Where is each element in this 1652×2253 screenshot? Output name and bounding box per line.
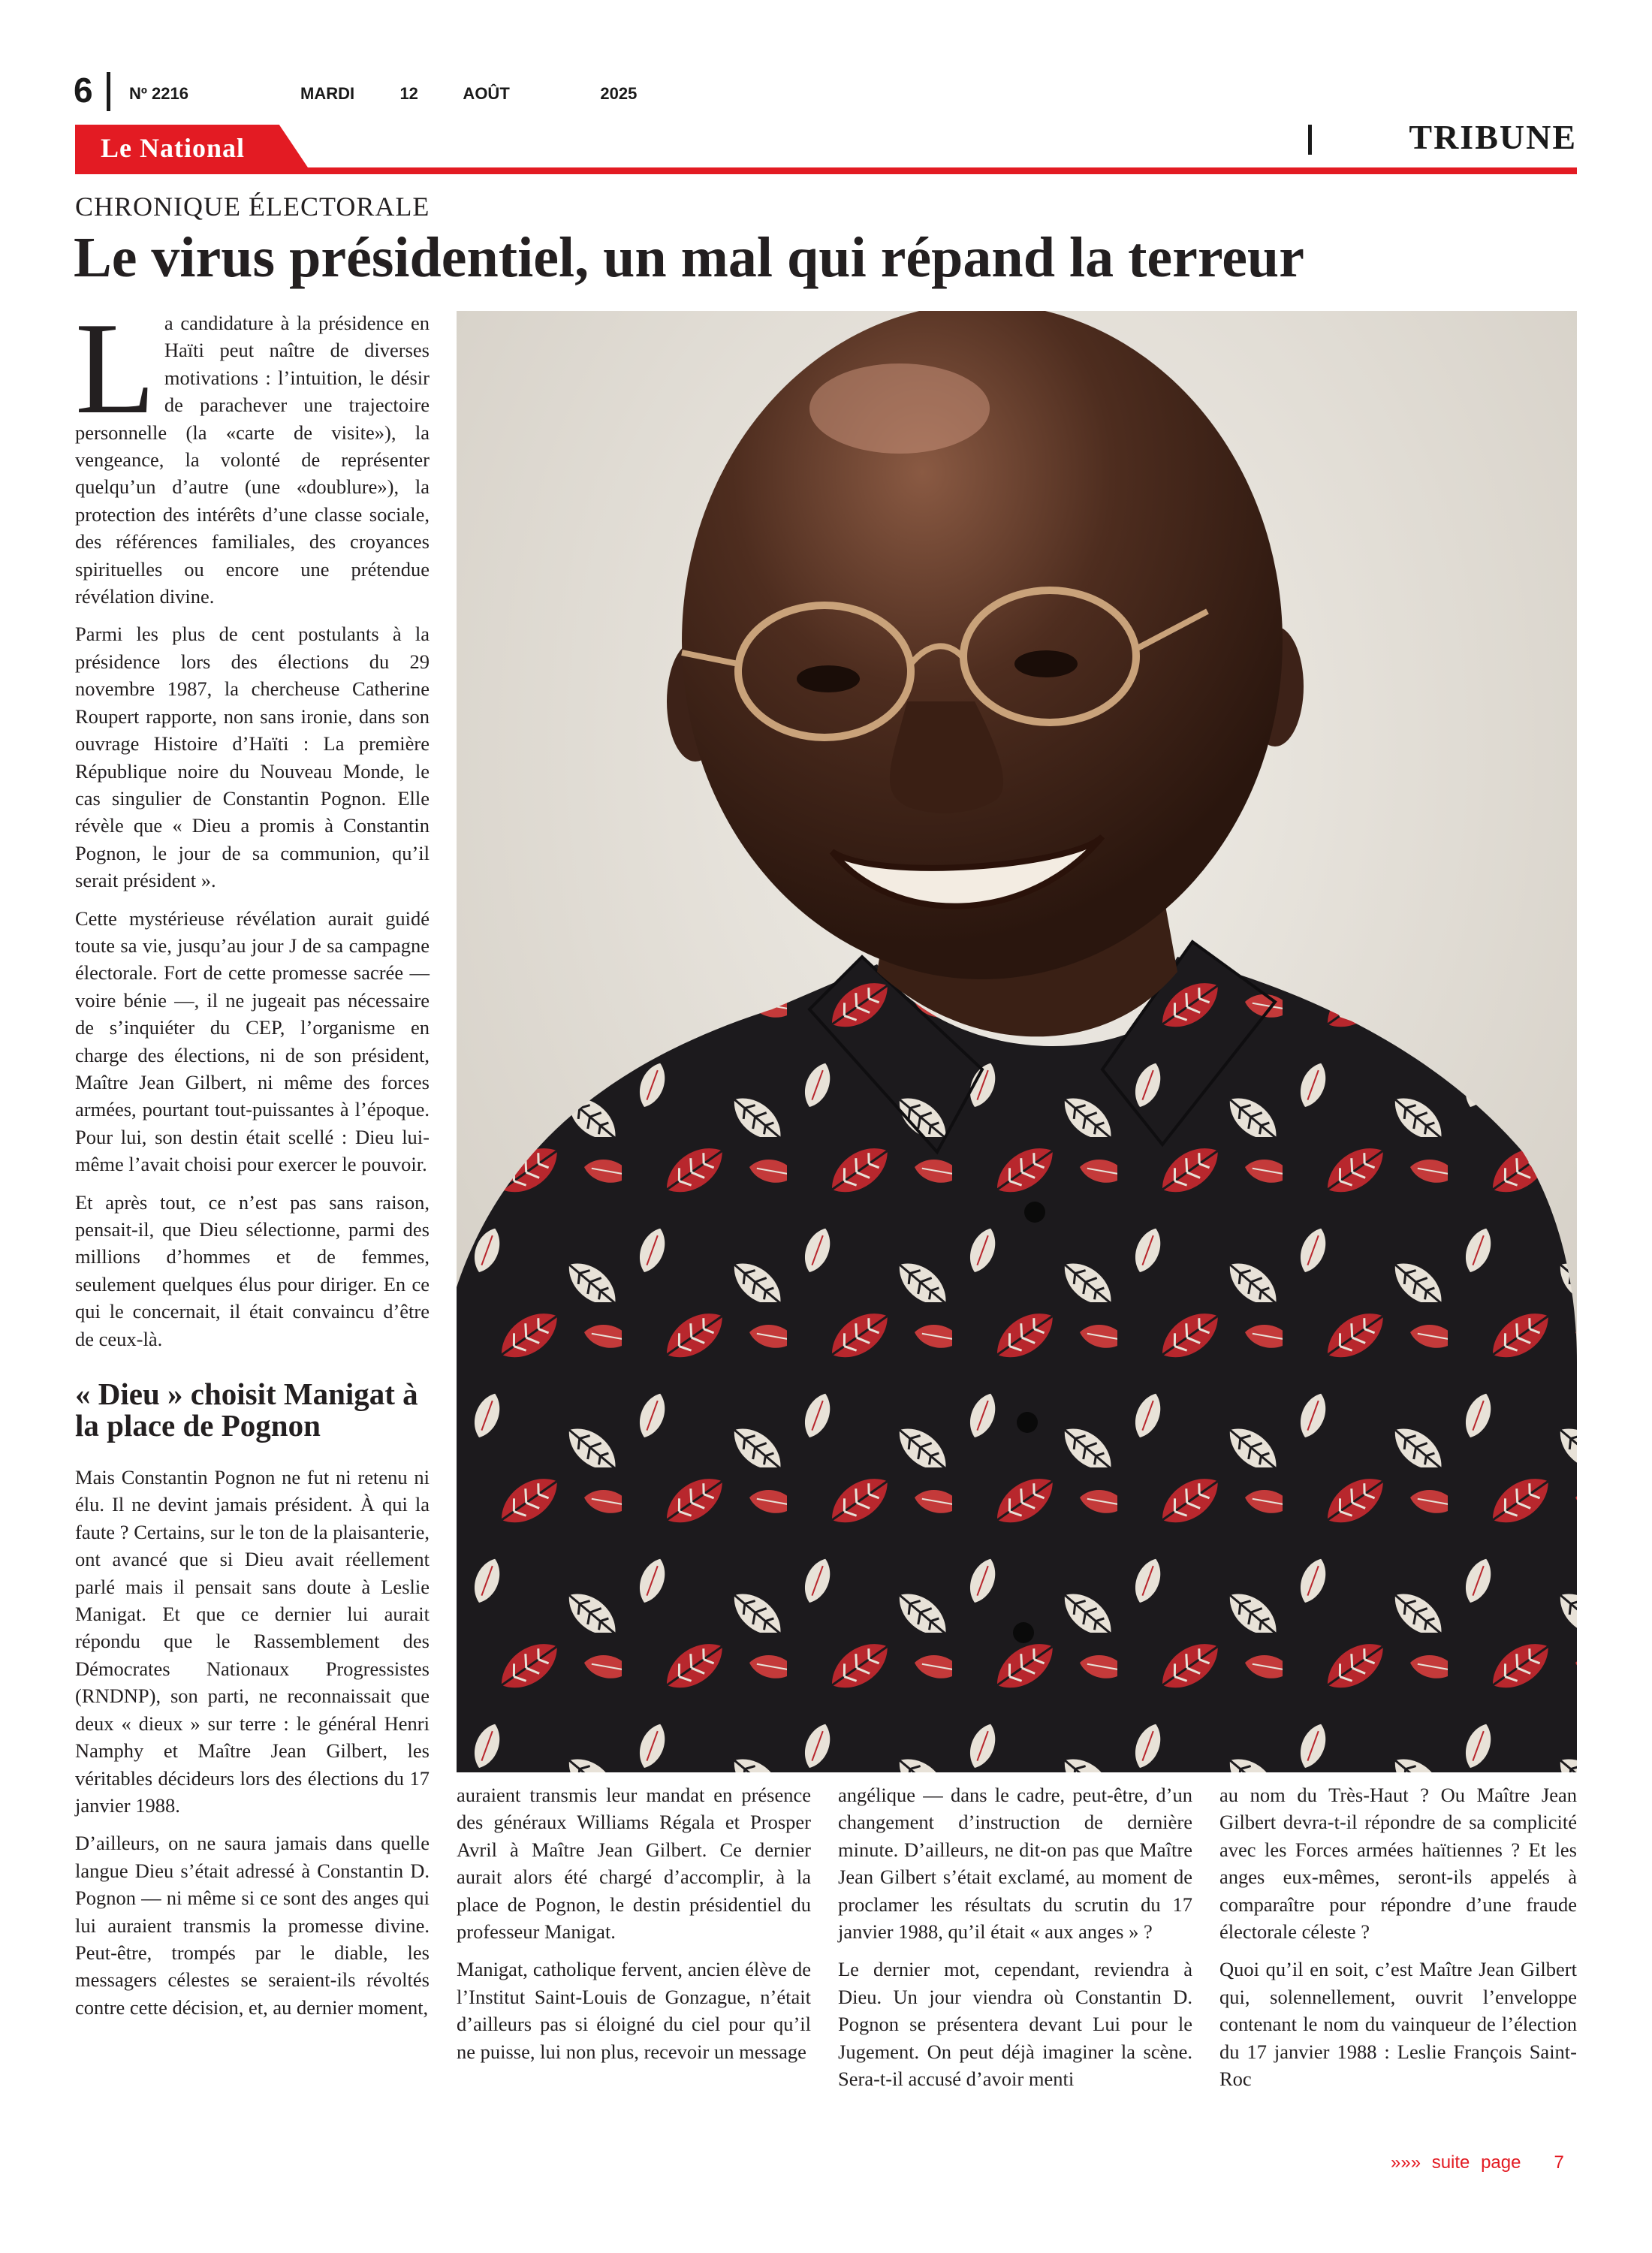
paragraph: D’ailleurs, on ne saura jamais dans quelle langue Dieu s’était adressé à Constantin D. Pognon — ni même si ce sont des anges qui lui auraient transmis la promesse divine. Peut-être, trompés par le diable, les messagers célestes se seraient-ils révoltés contre cette décision, et, au dernier moment, [75, 1832, 430, 2019]
paragraph: auraient transmis leur mandat en présence des généraux Williams Régala et Prosper Avril à Maître Jean Gilbert. Ce dernier aurait alors été chargé d’accomplir, à la place de Pognon, le destin présidentiel du professeur Manigat. [457, 1784, 811, 1944]
header-rule [75, 167, 1577, 174]
section-name: TRIBUNE [1409, 118, 1577, 156]
portrait-photo [457, 311, 1577, 1772]
continued-on-page-link[interactable]: »»» suite page 7 [1391, 2152, 1564, 2173]
paragraph: Cette mystérieuse révélation aurait guidé toute sa vie, jusqu’au jour J de sa campagne électorale. Fort de cette promesse sacrée — voire bénie —, il ne jugeait pas nécessaire de s’inquiéter du CEP, l’organisme en charge des élections, ni de son président, Maître Jean Gilbert, ni même des forces armées, pourtant tout-puissantes à l’époque. Pour lui, son destin était scellé : Dieu lui-même l’avait choisi pour exercer le pouvoir. [75, 906, 430, 1176]
article-column-2 [457, 1781, 811, 2076]
section-divider [1308, 125, 1312, 155]
page-number-divider [107, 72, 110, 111]
issue-date: MARDI 12 AOÛT 2025 [300, 84, 638, 103]
article-column-1 [75, 295, 430, 2031]
article-column-4 [1219, 1781, 1577, 2103]
paragraph: Quoi qu’il en soit, c’est Maître Jean Gilbert qui, solennellement, ouvrit l’enveloppe contenant le nom du vainqueur de l’élection du 17 janvier 1988 : Leslie François Saint-Roc [1219, 1958, 1577, 2091]
paragraph: Parmi les plus de cent postulants à la présidence lors des élections du 29 novembre 1987, la chercheuse Catherine Roupert rapporte, non sans ironie, dans son ouvrage Histoire d’Haïti : La première République noire du Nouveau Monde, le cas singulier de Constantin Pognon. Elle révèle que « Dieu a promis à Constantin Pognon, le jour de sa communion, qu’il serait président ». [75, 623, 430, 892]
issue-number: Nº 2216 [129, 84, 188, 103]
paragraph [75, 295, 430, 610]
paragraph: Mais Constantin Pognon ne fut ni retenu ni élu. Il ne devint jamais président. À qui la faute ? Certains, sur le ton de la plaisanterie, ont avancé que si Dieu avait réellement parlé mais il pensait sans doute à Leslie Manigat. Et que ce dernier lui aurait répondu que le Rassemblement des Démocrates Nationaux Progressistes (RNDNP), son parti, ne reconnaissait que deux « dieux » sur terre : le général Henri Namphy et Maître Jean Gilbert, les véritables décideurs lors des élections du 17 janvier 1988. [75, 1466, 430, 1817]
article-column-3 [838, 1781, 1192, 2103]
portrait-illustration [457, 311, 1577, 1772]
paragraph: angélique — dans le cadre, peut-être, d’un changement d’instruction de dernière minute. D’ailleurs, ne dit-on pas que Maître Jean Gilbert s’était exclamé, au moment de proclamer les résultats du scrutin du 17 janvier 1988, qu’il était « aux anges » ? [838, 1784, 1192, 1944]
page-number: 6 [74, 71, 93, 110]
paragraph: Le dernier mot, cependant, reviendra à Dieu. Un jour viendra où Constantin D. Pognon se présentera devant Lui pour le Jugement. On peut déjà imaginer la scène. Sera-t-il accusé d’avoir menti [838, 1958, 1192, 2091]
paragraph-text: a candidature à la présidence en Haïti peut naître de diverses motivations : l’intuition, le désir de parachever une trajectoire personnelle (la «carte de visite»), la vengeance, la volonté de représenter quelqu’un d’autre (une «doublure»), la protection des intérêts d’une classe sociale, des références familiales, des croyances spirituelles ou encore une prétendue révélation divine. [75, 312, 430, 608]
brand-name: Le National [101, 133, 246, 163]
article-kicker: CHRONIQUE ÉLECTORALE [75, 192, 430, 222]
article-headline: Le virus présidentiel, un mal qui répand la terreur [74, 226, 1304, 289]
paragraph: Et après tout, ce n’est pas sans raison, pensait-il, que Dieu sélectionne, parmi des millions d’hommes et de femmes, seulement quelques élus pour diriger. En ce qui le concernait, il était convaincu d’être de ceux-là. [75, 1190, 430, 1350]
paragraph: au nom du Très-Haut ? Ou Maître Jean Gilbert devra-t-il répondre de sa complicité avec les Forces armées haïtiennes ? Et les anges eux-mêmes, seront-ils appelés à comparaître pour répondre d’une fraude électorale céleste ? [1219, 1784, 1577, 1944]
paragraph: Manigat, catholique fervent, ancien élève de l’Institut Saint-Louis de Gonzague, n’était d’ailleurs pas si éloigné du ciel pour qu’il ne puisse, lui non plus, recevoir un message [457, 1958, 811, 2063]
article-subheading: « Dieu » choisit Manigat à la place de Pognon [75, 1377, 418, 1443]
drop-cap: L [75, 295, 155, 441]
